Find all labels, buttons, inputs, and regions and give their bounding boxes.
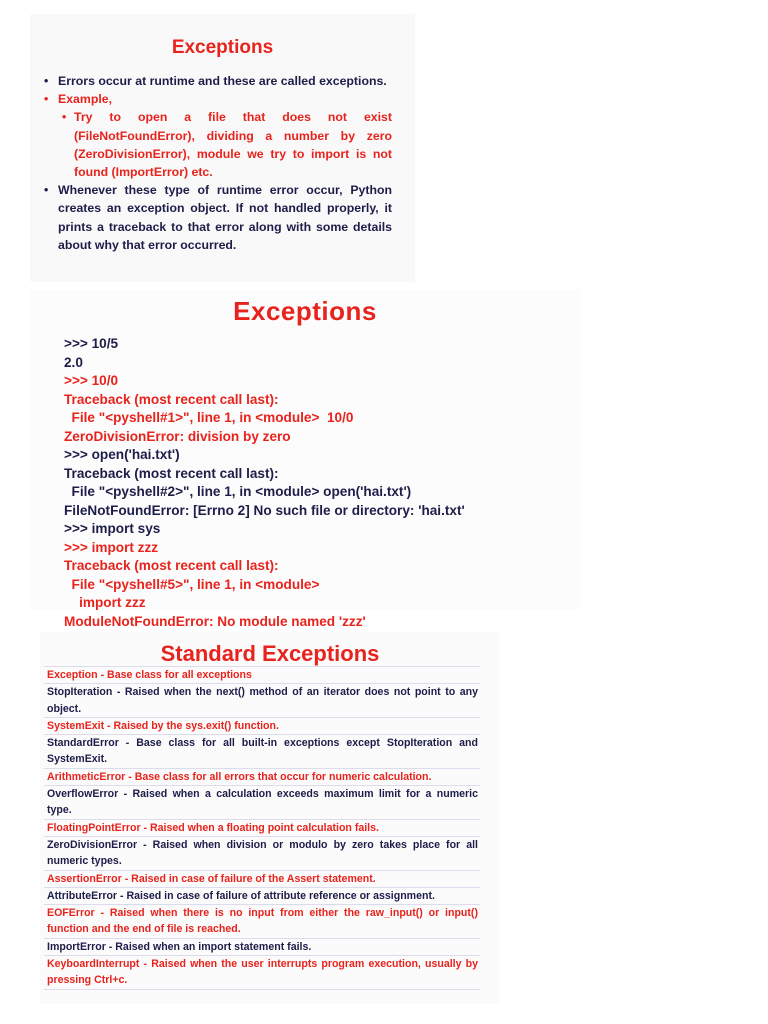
exception-row: KeyboardInterrupt - Raised when the user interrupts program execution, usually by pressing Ctrl+c.: [44, 956, 480, 990]
code-line: File "<pyshell#1>", line 1, in <module> 10/0: [64, 410, 354, 425]
exception-row: FloatingPointError - Raised when a floating point calculation fails.: [44, 820, 480, 837]
exception-row: StandardError - Base class for all built-in exceptions except StopIteration and SystemExit.: [44, 735, 480, 769]
exception-row: StopIteration - Raised when the next() method of an iterator does not point to any object.: [44, 684, 480, 718]
python-shell-listing: [64, 335, 574, 631]
code-line: File "<pyshell#5>", line 1, in <module>: [64, 576, 320, 592]
code-line: ZeroDivisionError: division by zero: [64, 428, 291, 444]
bullet-item: • Example,: [42, 90, 392, 108]
exception-row: OverflowError - Raised when a calculation exceeds maximum limit for a numeric type.: [44, 786, 480, 820]
exception-row: SystemExit - Raised by the sys.exit() function.: [44, 718, 480, 735]
slide-standard-exceptions: [40, 632, 500, 1004]
bullet-item: • Whenever these type of runtime error occur, Python creates an exception object. If not handled properly, it prints a traceback to that error along with some details about why that error occurred.: [42, 181, 392, 254]
code-line: FileNotFoundError: [Errno 2] No such file or directory: 'hai.txt': [64, 502, 465, 518]
exception-row: EOFError - Raised when there is no input from either the raw_input() or input() function and the end of file is reached.: [44, 905, 480, 939]
slide-title: Exceptions: [171, 37, 274, 58]
exception-row: AttributeError - Raised in case of failure of attribute reference or assignment.: [44, 888, 480, 905]
code-line: Traceback (most recent call last):: [64, 465, 279, 481]
slide-title: Exceptions: [233, 296, 377, 326]
bullet-list: [42, 72, 392, 254]
code-line: >>> import zzz: [64, 539, 159, 555]
slide-exceptions-overview: [30, 14, 415, 282]
code-line: 2.0: [64, 354, 83, 370]
code-line: ModuleNotFoundError: No module named 'zzz': [64, 613, 366, 629]
exception-row: ZeroDivisionError - Raised when division or modulo by zero takes place for all numeric types.: [44, 837, 480, 871]
code-line: >>> import sys: [64, 521, 161, 536]
code-line: >>> open('hai.txt'): [64, 447, 180, 462]
exception-row: Exception - Base class for all exceptions: [44, 667, 480, 684]
exception-row: ArithmeticError - Base class for all errors that occur for numeric calculation.: [44, 769, 480, 786]
slide-exceptions-traceback: [30, 290, 580, 629]
code-line: Traceback (most recent call last):: [64, 558, 279, 573]
sub-bullet-item: • Try to open a file that does not exist (FileNotFoundError), dividing a number by zero (ZeroDivisionError), module we try to import is not found (ImportError) etc.: [60, 108, 392, 181]
exception-table: [44, 666, 480, 990]
bullet-item: • Errors occur at runtime and these are called exceptions.: [42, 72, 392, 90]
code-line: >>> 10/5: [64, 336, 119, 351]
exception-row: AssertionError - Raised in case of failure of the Assert statement.: [44, 871, 480, 888]
code-line: >>> 10/0: [64, 373, 119, 388]
code-line: Traceback (most recent call last):: [64, 391, 279, 407]
code-line: File "<pyshell#2>", line 1, in <module> open('hai.txt'): [64, 484, 412, 499]
code-line: import zzz: [64, 595, 146, 610]
slide-title: Standard Exceptions: [160, 641, 380, 666]
exception-row: ImportError - Raised when an import statement fails.: [44, 939, 480, 956]
